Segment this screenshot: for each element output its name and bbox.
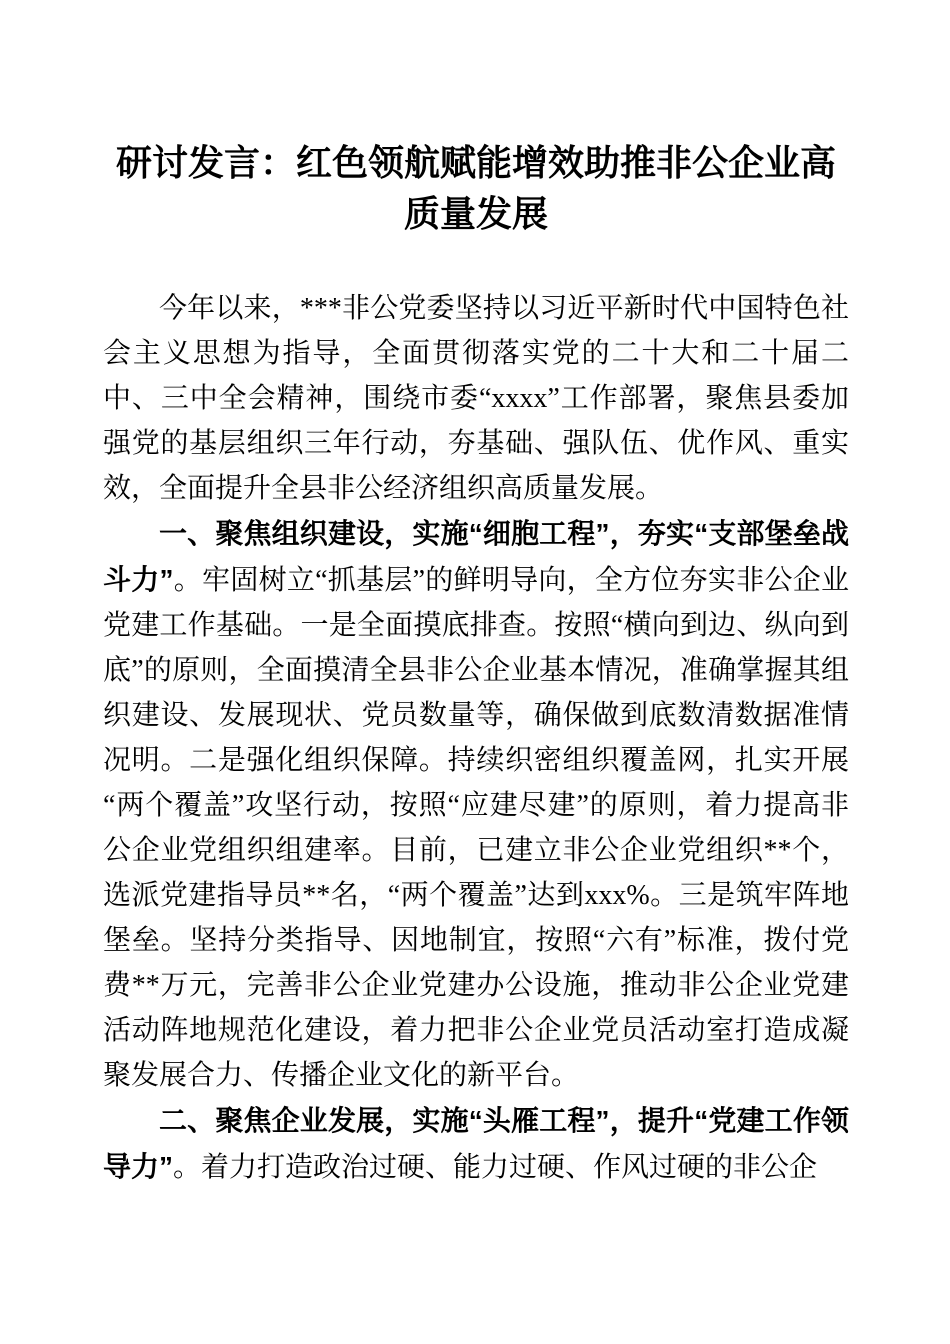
paragraph-text: 今年以来，***非公党委坚持以习近平新时代中国特色社会主义思想为指导，全面贯彻落实党的二十大和二十届二中、三中全会精神，围绕市委“xxxx”工作部署，聚焦县委加强党的基层组织三年行动，夯基础、强队伍、优作风、重实效，全面提升全县非公经济组织高质量发展。 <box>103 293 849 504</box>
paragraph <box>103 1098 849 1190</box>
paragraph <box>103 286 849 511</box>
paragraph <box>103 511 849 1098</box>
paragraph-heading-text: 二、聚焦企业发展，实施“头雁工程”，提升“党建工作领导力” <box>103 1105 849 1182</box>
document-body <box>103 286 849 1190</box>
document-content <box>103 0 849 1190</box>
paragraph-heading-text: 一、聚焦组织建设，实施“细胞工程”，夯实“支部堡垒战斗力” <box>103 518 849 595</box>
document-title: 研讨发言：红色领航赋能增效助推非公企业高质量发展 <box>115 143 836 234</box>
paragraph-text: 。牢固树立“抓基层”的鲜明导向，全方位夯实非公企业党建工作基础。一是全面摸底排查。按照“横向到边、纵向到底”的原则，全面摸清全县非公企业基本情况，准确掌握其组织建设、发展现状、党员数量等，确保做到底数清数据准情况明。二是强化组织保障。持续织密组织覆盖网，扎实开展“两个覆盖”攻坚行动，按照“应建尽建”的原则，着力提高非公企业党组织组建率。目前，已建立非公企业党组织**个，选派党建指导员**名，“两个覆盖”达到xxx%。三是筑牢阵地堡垒。坚持分类指导、因地制宜，按照“六有”标准，拨付党费**万元，完善非公企业党建办公设施，推动非公企业党建活动阵地规范化建设，着力把非公企业党员活动室打造成凝聚发展合力、传播企业文化的新平台。 <box>103 565 849 1091</box>
paragraph-text: 。着力打造政治过硬、能力过硬、作风过硬的非公企 <box>173 1152 818 1183</box>
